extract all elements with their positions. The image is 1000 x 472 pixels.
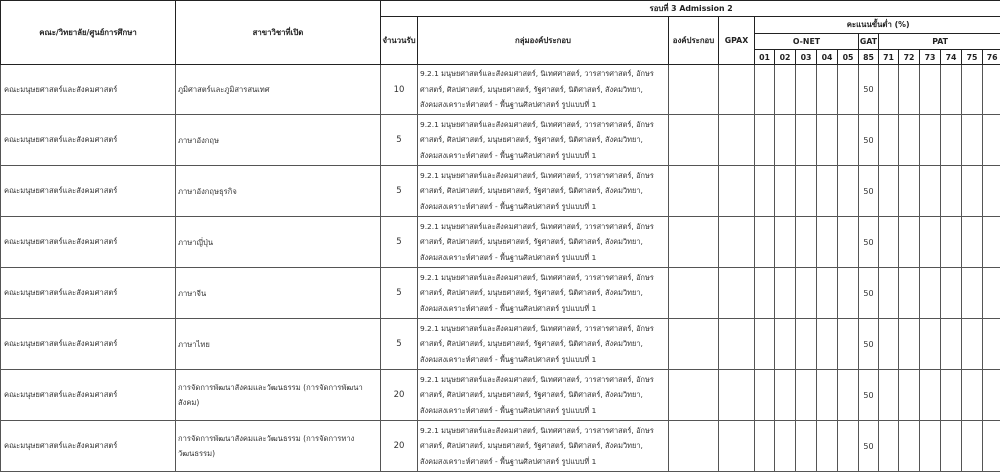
cell-pat-76	[983, 65, 1000, 115]
cell-pat-72	[899, 319, 920, 370]
cell-major: ภาษาอังกฤษธุรกิจ	[176, 166, 381, 217]
header-major: สาขาวิชาที่เปิด	[176, 1, 381, 65]
cell-gat-85: 50	[859, 115, 879, 166]
cell-major: ภาษาอังกฤษ	[176, 115, 381, 166]
cell-onet-04	[817, 217, 838, 268]
cell-component	[669, 370, 719, 421]
cell-onet-05	[838, 166, 859, 217]
cell-gat-85: 50	[859, 319, 879, 370]
cell-gpax	[719, 319, 755, 370]
cell-pat-73	[920, 421, 941, 472]
cell-pat-72	[899, 65, 920, 115]
cell-faculty: คณะมนุษยศาสตร์และสังคมศาสตร์	[1, 421, 176, 472]
cell-pat-76	[983, 319, 1000, 370]
cell-component	[669, 319, 719, 370]
cell-gat-85: 50	[859, 217, 879, 268]
cell-pat-75	[962, 319, 983, 370]
cell-component	[669, 115, 719, 166]
header-seats: จำนวนรับ	[381, 17, 418, 65]
cell-onet-05	[838, 268, 859, 319]
cell-major: ภาษาจีน	[176, 268, 381, 319]
header-gat: GAT	[859, 34, 879, 50]
table-row	[1, 166, 1000, 217]
cell-pat-73	[920, 319, 941, 370]
cell-pat-74	[941, 217, 962, 268]
cell-pat-75	[962, 370, 983, 421]
cell-onet-04	[817, 319, 838, 370]
cell-gat-85: 50	[859, 370, 879, 421]
cell-onet-05	[838, 217, 859, 268]
header-onet-04: 04	[817, 50, 838, 65]
cell-component-group: 9.2.1 มนุษยศาสตร์และสังคมศาสตร์, นิเทศศาสตร์, วารสารศาสตร์, อักษรศาสตร์, ศิลปศาสตร์, มนุษยศาสตร์, รัฐศาสตร์, นิติศาสตร์, สังคมวิทยา, สังคมสงเคราะห์ศาสตร์ - พื้นฐานศิลปศาสตร์ รูปแบบที่ 1	[418, 268, 669, 319]
cell-onet-04	[817, 115, 838, 166]
cell-gat-85: 50	[859, 421, 879, 472]
cell-pat-72	[899, 268, 920, 319]
cell-pat-75	[962, 421, 983, 472]
cell-component-group: 9.2.1 มนุษยศาสตร์และสังคมศาสตร์, นิเทศศาสตร์, วารสารศาสตร์, อักษรศาสตร์, ศิลปศาสตร์, มนุษยศาสตร์, รัฐศาสตร์, นิติศาสตร์, สังคมวิทยา, สังคมสงเคราะห์ศาสตร์ - พื้นฐานศิลปศาสตร์ รูปแบบที่ 1	[418, 166, 669, 217]
header-pat-72: 72	[899, 50, 920, 65]
cell-pat-71	[879, 115, 899, 166]
cell-faculty: คณะมนุษยศาสตร์และสังคมศาสตร์	[1, 65, 176, 115]
cell-onet-04	[817, 421, 838, 472]
cell-onet-02	[775, 421, 796, 472]
header-pat-71: 71	[879, 50, 899, 65]
cell-pat-76	[983, 115, 1000, 166]
cell-pat-71	[879, 421, 899, 472]
header-pat-73: 73	[920, 50, 941, 65]
header-gpax: GPAX	[719, 17, 755, 65]
table-row	[1, 217, 1000, 268]
cell-onet-02	[775, 370, 796, 421]
cell-component	[669, 166, 719, 217]
cell-onet-03	[796, 115, 817, 166]
cell-gpax	[719, 65, 755, 115]
cell-component	[669, 268, 719, 319]
cell-pat-72	[899, 115, 920, 166]
cell-component-group: 9.2.1 มนุษยศาสตร์และสังคมศาสตร์, นิเทศศาสตร์, วารสารศาสตร์, อักษรศาสตร์, ศิลปศาสตร์, มนุษยศาสตร์, รัฐศาสตร์, นิติศาสตร์, สังคมวิทยา, สังคมสงเคราะห์ศาสตร์ - พื้นฐานศิลปศาสตร์ รูปแบบที่ 1	[418, 217, 669, 268]
cell-onet-01	[755, 166, 775, 217]
cell-pat-74	[941, 319, 962, 370]
cell-onet-02	[775, 65, 796, 115]
cell-pat-76	[983, 166, 1000, 217]
cell-gat-85: 50	[859, 65, 879, 115]
cell-pat-76	[983, 217, 1000, 268]
cell-onet-01	[755, 115, 775, 166]
cell-pat-71	[879, 319, 899, 370]
cell-onet-05	[838, 65, 859, 115]
cell-onet-03	[796, 166, 817, 217]
cell-onet-02	[775, 217, 796, 268]
cell-major: การจัดการพัฒนาสังคมและวัฒนธรรม (การจัดการทางวัฒนธรรม)	[176, 421, 381, 472]
cell-faculty: คณะมนุษยศาสตร์และสังคมศาสตร์	[1, 217, 176, 268]
cell-seats: 5	[381, 319, 418, 370]
header-onet-03: 03	[796, 50, 817, 65]
cell-pat-71	[879, 65, 899, 115]
cell-major: ภาษาไทย	[176, 319, 381, 370]
table-row	[1, 370, 1000, 421]
header-component-group: กลุ่มองค์ประกอบ	[418, 17, 669, 65]
table-row	[1, 268, 1000, 319]
cell-pat-76	[983, 370, 1000, 421]
header-component: องค์ประกอบ	[669, 17, 719, 65]
cell-onet-03	[796, 319, 817, 370]
cell-onet-01	[755, 319, 775, 370]
cell-faculty: คณะมนุษยศาสตร์และสังคมศาสตร์	[1, 370, 176, 421]
cell-component-group: 9.2.1 มนุษยศาสตร์และสังคมศาสตร์, นิเทศศาสตร์, วารสารศาสตร์, อักษรศาสตร์, ศิลปศาสตร์, มนุษยศาสตร์, รัฐศาสตร์, นิติศาสตร์, สังคมวิทยา, สังคมสงเคราะห์ศาสตร์ - พื้นฐานศิลปศาสตร์ รูปแบบที่ 1	[418, 421, 669, 472]
cell-gpax	[719, 268, 755, 319]
table-row	[1, 65, 1000, 115]
header-pat-74: 74	[941, 50, 962, 65]
cell-component-group: 9.2.1 มนุษยศาสตร์และสังคมศาสตร์, นิเทศศาสตร์, วารสารศาสตร์, อักษรศาสตร์, ศิลปศาสตร์, มนุษยศาสตร์, รัฐศาสตร์, นิติศาสตร์, สังคมวิทยา, สังคมสงเคราะห์ศาสตร์ - พื้นฐานศิลปศาสตร์ รูปแบบที่ 1	[418, 65, 669, 115]
cell-pat-72	[899, 421, 920, 472]
cell-onet-05	[838, 319, 859, 370]
cell-pat-76	[983, 268, 1000, 319]
cell-component	[669, 421, 719, 472]
cell-pat-72	[899, 370, 920, 421]
cell-pat-75	[962, 115, 983, 166]
cell-seats: 5	[381, 217, 418, 268]
cell-onet-02	[775, 115, 796, 166]
header-round-title: รอบที่ 3 Admission 2	[381, 1, 1000, 17]
cell-gpax	[719, 115, 755, 166]
cell-faculty: คณะมนุษยศาสตร์และสังคมศาสตร์	[1, 319, 176, 370]
cell-pat-71	[879, 370, 899, 421]
header-onet: O-NET	[755, 34, 859, 50]
cell-seats: 20	[381, 421, 418, 472]
cell-faculty: คณะมนุษยศาสตร์และสังคมศาสตร์	[1, 115, 176, 166]
cell-onet-01	[755, 65, 775, 115]
header-onet-01: 01	[755, 50, 775, 65]
cell-pat-73	[920, 217, 941, 268]
cell-gpax	[719, 370, 755, 421]
cell-onet-05	[838, 370, 859, 421]
cell-onet-01	[755, 421, 775, 472]
cell-gpax	[719, 217, 755, 268]
cell-pat-73	[920, 370, 941, 421]
header-gat-85: 85	[859, 50, 879, 65]
cell-seats: 10	[381, 65, 418, 115]
cell-onet-04	[817, 268, 838, 319]
cell-onet-04	[817, 65, 838, 115]
cell-component-group: 9.2.1 มนุษยศาสตร์และสังคมศาสตร์, นิเทศศาสตร์, วารสารศาสตร์, อักษรศาสตร์, ศิลปศาสตร์, มนุษยศาสตร์, รัฐศาสตร์, นิติศาสตร์, สังคมวิทยา, สังคมสงเคราะห์ศาสตร์ - พื้นฐานศิลปศาสตร์ รูปแบบที่ 1	[418, 370, 669, 421]
cell-component	[669, 217, 719, 268]
cell-onet-03	[796, 65, 817, 115]
cell-pat-74	[941, 115, 962, 166]
cell-seats: 5	[381, 115, 418, 166]
cell-gat-85: 50	[859, 166, 879, 217]
cell-onet-05	[838, 421, 859, 472]
cell-pat-71	[879, 217, 899, 268]
cell-pat-75	[962, 166, 983, 217]
cell-onet-03	[796, 370, 817, 421]
cell-seats: 5	[381, 268, 418, 319]
cell-faculty: คณะมนุษยศาสตร์และสังคมศาสตร์	[1, 268, 176, 319]
cell-pat-76	[983, 421, 1000, 472]
cell-onet-01	[755, 370, 775, 421]
cell-onet-04	[817, 370, 838, 421]
cell-pat-71	[879, 268, 899, 319]
header-onet-02: 02	[775, 50, 796, 65]
header-pat-75: 75	[962, 50, 983, 65]
cell-seats: 20	[381, 370, 418, 421]
cell-pat-73	[920, 166, 941, 217]
cell-pat-74	[941, 268, 962, 319]
cell-component	[669, 65, 719, 115]
cell-onet-03	[796, 421, 817, 472]
cell-faculty: คณะมนุษยศาสตร์และสังคมศาสตร์	[1, 166, 176, 217]
cell-major: ภูมิศาสตร์และภูมิสารสนเทศ	[176, 65, 381, 115]
cell-pat-74	[941, 370, 962, 421]
header-onet-05: 05	[838, 50, 859, 65]
cell-pat-73	[920, 65, 941, 115]
cell-component-group: 9.2.1 มนุษยศาสตร์และสังคมศาสตร์, นิเทศศาสตร์, วารสารศาสตร์, อักษรศาสตร์, ศิลปศาสตร์, มนุษยศาสตร์, รัฐศาสตร์, นิติศาสตร์, สังคมวิทยา, สังคมสงเคราะห์ศาสตร์ - พื้นฐานศิลปศาสตร์ รูปแบบที่ 1	[418, 115, 669, 166]
header-pat: PAT	[879, 34, 1000, 50]
cell-pat-75	[962, 65, 983, 115]
cell-pat-73	[920, 115, 941, 166]
cell-pat-74	[941, 421, 962, 472]
cell-pat-73	[920, 268, 941, 319]
cell-pat-75	[962, 217, 983, 268]
cell-onet-01	[755, 268, 775, 319]
table-row	[1, 421, 1000, 472]
cell-component-group: 9.2.1 มนุษยศาสตร์และสังคมศาสตร์, นิเทศศาสตร์, วารสารศาสตร์, อักษรศาสตร์, ศิลปศาสตร์, มนุษยศาสตร์, รัฐศาสตร์, นิติศาสตร์, สังคมวิทยา, สังคมสงเคราะห์ศาสตร์ - พื้นฐานศิลปศาสตร์ รูปแบบที่ 1	[418, 319, 669, 370]
cell-onet-02	[775, 166, 796, 217]
cell-pat-71	[879, 166, 899, 217]
cell-pat-74	[941, 65, 962, 115]
cell-gpax	[719, 166, 755, 217]
header-min-score: คะแนนขั้นต่ำ (%)	[755, 17, 1000, 34]
cell-pat-74	[941, 166, 962, 217]
cell-pat-72	[899, 166, 920, 217]
cell-gpax	[719, 421, 755, 472]
cell-major: การจัดการพัฒนาสังคมและวัฒนธรรม (การจัดการพัฒนาสังคม)	[176, 370, 381, 421]
header-pat-76: 76	[983, 50, 1000, 65]
cell-pat-72	[899, 217, 920, 268]
cell-pat-75	[962, 268, 983, 319]
cell-onet-03	[796, 268, 817, 319]
cell-onet-01	[755, 217, 775, 268]
cell-onet-02	[775, 268, 796, 319]
header-faculty: คณะ/วิทยาลัย/ศูนย์การศึกษา	[1, 1, 176, 65]
table-row	[1, 319, 1000, 370]
cell-onet-02	[775, 319, 796, 370]
table-row	[1, 115, 1000, 166]
cell-onet-04	[817, 166, 838, 217]
cell-major: ภาษาญี่ปุ่น	[176, 217, 381, 268]
cell-onet-05	[838, 115, 859, 166]
cell-onet-03	[796, 217, 817, 268]
cell-seats: 5	[381, 166, 418, 217]
cell-gat-85: 50	[859, 268, 879, 319]
